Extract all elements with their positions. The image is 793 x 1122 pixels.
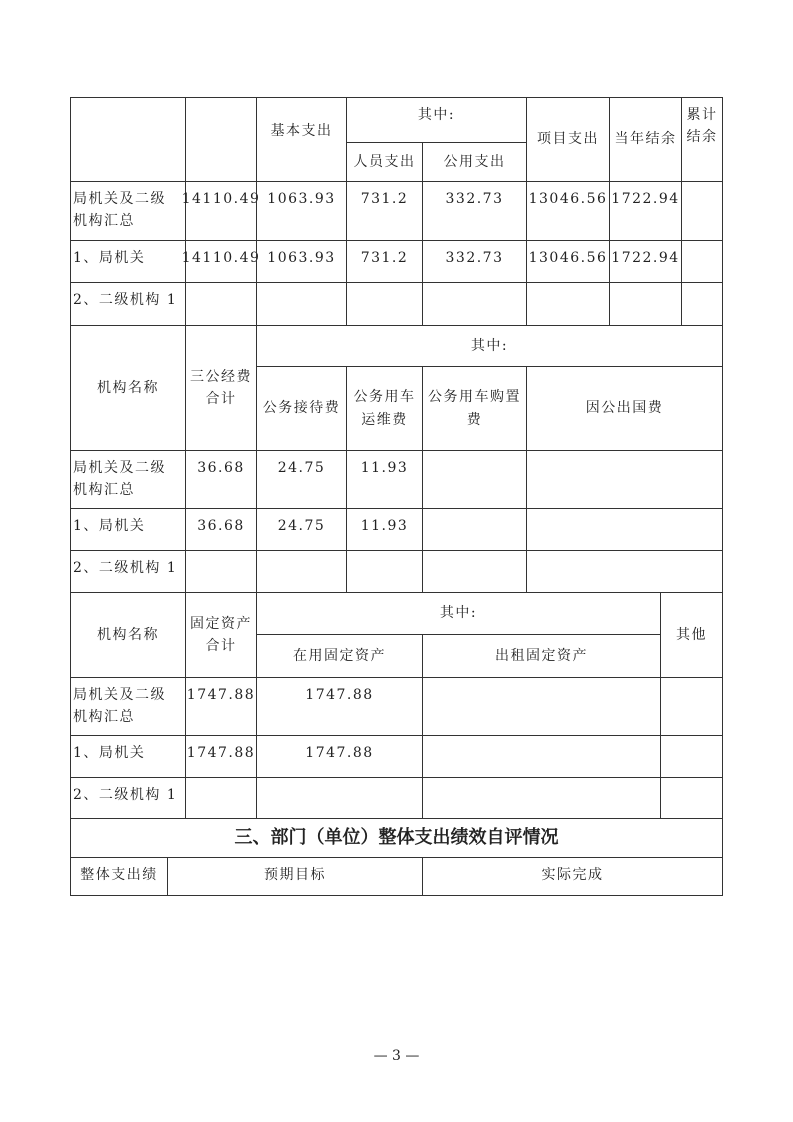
table-cell: 11.93 xyxy=(346,450,423,509)
table-cell: 1747.88 xyxy=(185,677,257,736)
header-other: 其他 xyxy=(660,592,723,678)
row-name: 局机关及二级 机构汇总 xyxy=(70,677,186,736)
table-cell xyxy=(256,282,347,326)
table-cell: 332.73 xyxy=(422,240,527,283)
table-cell xyxy=(422,777,661,819)
header-total-blank xyxy=(185,97,257,182)
table-cell: 1063.93 xyxy=(256,240,347,283)
table-cell: 24.75 xyxy=(256,450,347,509)
table-cell xyxy=(422,735,661,778)
row-name: 1、局机关 xyxy=(70,735,186,778)
section-title: 三、部门（单位）整体支出绩效自评情况 xyxy=(70,818,723,858)
header-personnel: 人员支出 xyxy=(346,142,423,182)
header-basic-expense: 基本支出 xyxy=(256,97,347,182)
row-name: 2、二级机构 1 xyxy=(70,777,186,819)
table-cell: 332.73 xyxy=(422,181,527,241)
header-reception: 公务接待费 xyxy=(256,366,347,451)
table-cell xyxy=(422,450,527,509)
table-cell xyxy=(256,550,347,593)
table-cell: 24.75 xyxy=(256,508,347,551)
table-cell xyxy=(681,282,723,326)
table-cell xyxy=(422,508,527,551)
header-vehicle-ops: 公务用车 运维费 xyxy=(346,366,423,451)
row-name: 2、二级机构 1 xyxy=(70,550,186,593)
header-project: 项目支出 xyxy=(526,97,610,182)
header-actual-completion: 实际完成 xyxy=(422,857,723,896)
table-cell xyxy=(185,550,257,593)
table-cell: 731.2 xyxy=(346,181,423,241)
table-cell xyxy=(346,550,423,593)
table-cell: 1747.88 xyxy=(256,677,423,736)
header-current-balance: 当年结余 xyxy=(609,97,682,182)
table-cell xyxy=(422,550,527,593)
header-fixed-assets-total: 固定资产 合计 xyxy=(185,592,257,678)
table-cell: 13046.56 xyxy=(526,181,610,241)
table-cell: 1722.94 xyxy=(609,240,682,283)
table-cell xyxy=(660,735,723,778)
table-cell xyxy=(681,181,723,241)
table-cell: 1722.94 xyxy=(609,181,682,241)
row-name: 2、二级机构 1 xyxy=(70,282,186,326)
table-cell xyxy=(660,677,723,736)
table-cell: 36.68 xyxy=(185,508,257,551)
header-blank xyxy=(70,97,186,182)
table-cell: 14110.49 xyxy=(185,240,257,283)
table-cell xyxy=(681,240,723,283)
header-in-use: 在用固定资产 xyxy=(256,634,423,678)
table-cell xyxy=(526,550,723,593)
header-leased: 出租固定资产 xyxy=(422,634,661,678)
row-name: 1、局机关 xyxy=(70,508,186,551)
header-org-name: 机构名称 xyxy=(70,325,186,451)
table-cell xyxy=(526,282,610,326)
header-org-name: 机构名称 xyxy=(70,592,186,678)
header-of-which: 其中: xyxy=(256,325,723,367)
table-cell: 1063.93 xyxy=(256,181,347,241)
row-name: 局机关及二级 机构汇总 xyxy=(70,450,186,509)
table-cell: 36.68 xyxy=(185,450,257,509)
header-public: 公用支出 xyxy=(422,142,527,182)
header-vehicle-purchase: 公务用车购置 费 xyxy=(422,366,527,451)
table-cell xyxy=(346,282,423,326)
row-label: 整体支出绩 xyxy=(70,857,168,896)
table-cell: 11.93 xyxy=(346,508,423,551)
table-cell xyxy=(660,777,723,819)
table-cell xyxy=(185,777,257,819)
header-expected-target: 预期目标 xyxy=(167,857,423,896)
table-cell: 1747.88 xyxy=(185,735,257,778)
table-cell xyxy=(609,282,682,326)
row-name: 局机关及二级 机构汇总 xyxy=(70,181,186,241)
header-of-which: 其中: xyxy=(256,592,661,635)
table-cell: 731.2 xyxy=(346,240,423,283)
header-three-public-total: 三公经费 合计 xyxy=(185,325,257,451)
row-name: 1、局机关 xyxy=(70,240,186,283)
table-cell: 14110.49 xyxy=(185,181,257,241)
header-of-which: 其中: xyxy=(346,97,527,143)
page-number: — 3 — xyxy=(373,1048,420,1064)
header-cumulative: 累计 结余 xyxy=(681,97,723,182)
table-cell xyxy=(526,508,723,551)
table-cell: 1747.88 xyxy=(256,735,423,778)
table-cell xyxy=(422,677,661,736)
table-cell xyxy=(256,777,423,819)
header-abroad: 因公出国费 xyxy=(526,366,723,451)
table-cell xyxy=(185,282,257,326)
table-cell: 13046.56 xyxy=(526,240,610,283)
table-cell xyxy=(526,450,723,509)
table-cell xyxy=(422,282,527,326)
